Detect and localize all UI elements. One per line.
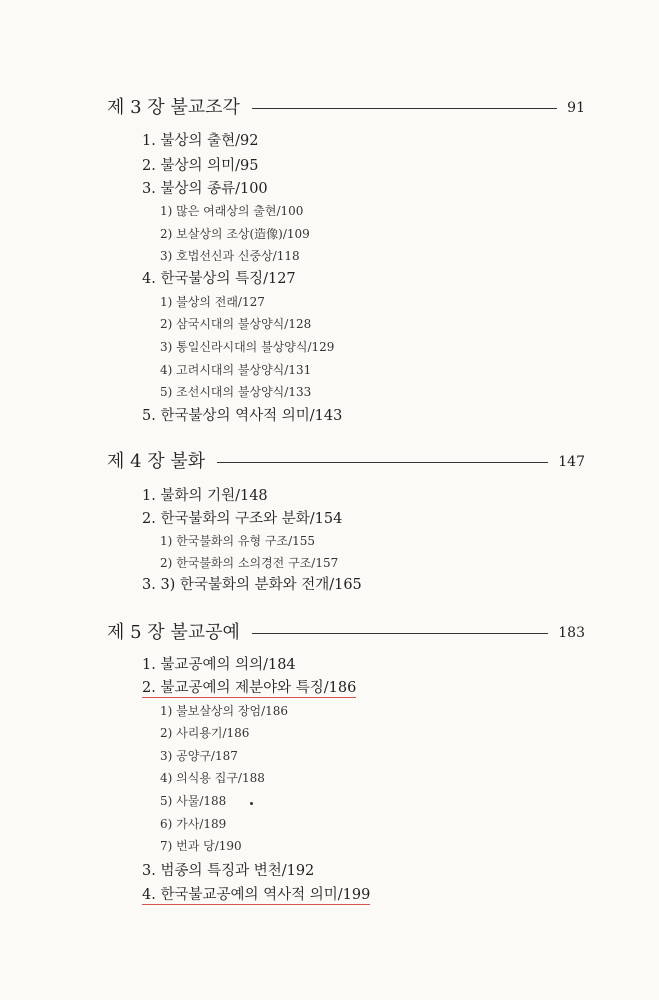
toc-subsection: 3) 공양구/187 (160, 749, 238, 763)
leader-rule (217, 462, 548, 463)
toc-subsection: 5) 조선시대의 불상양식/133 (160, 385, 312, 399)
toc-subsection: 4) 고려시대의 불상양식/131 (160, 363, 312, 377)
chapter-5-heading (107, 622, 585, 644)
toc-subsection: 2) 사리용기/186 (160, 726, 250, 740)
toc-subsection: 5) 사물/188 (160, 794, 227, 808)
toc-subsection: 1) 한국불화의 유형 구조/155 (160, 534, 316, 548)
toc-section: 4. 한국불상의 특징/127 (142, 271, 296, 287)
chapter-3-heading (107, 97, 585, 119)
underlined-text: 2. 불교공예의 제분야와 특징/186 (142, 680, 357, 696)
toc-section: 2. 불상의 의미/95 (142, 158, 259, 174)
chapter-4-heading (107, 451, 585, 473)
toc-subsection: 4) 의식용 집구/188 (160, 771, 265, 785)
toc-section: 3. 범종의 특징과 변천/192 (142, 863, 315, 879)
leader-rule (252, 633, 548, 634)
toc-subsection: 3) 통일신라시대의 불상양식/129 (160, 340, 335, 354)
leader-rule (252, 108, 557, 109)
toc-section: 3. 3) 한국불화의 분화와 전개/165 (142, 577, 362, 593)
underlined-text: 4. 한국불교공예의 역사적 의미/199 (142, 887, 371, 903)
chapter-page-number: 147 (558, 454, 585, 470)
toc-section: 1. 불교공예의 의의/184 (142, 657, 296, 673)
toc-section (142, 886, 370, 904)
toc-subsection: 1) 불보살상의 장엄/186 (160, 704, 289, 718)
toc-subsection: 1) 많은 여래상의 출현/100 (160, 204, 304, 218)
toc-section: 1. 불상의 출현/92 (142, 133, 259, 149)
chapter-title: 제 4 장 불화 (107, 451, 206, 472)
toc-section: 1. 불화의 기원/148 (142, 488, 268, 504)
chapter-page-number: 91 (567, 100, 585, 116)
chapter-title: 제 5 장 불교공예 (107, 622, 240, 643)
toc-subsection: 3) 호법선신과 신중상/118 (160, 249, 300, 263)
toc-subsection: 7) 번과 당/190 (160, 839, 242, 853)
toc-section (142, 679, 356, 697)
toc-subsection: 2) 보살상의 조상(造像)/109 (160, 227, 310, 241)
pen-mark (250, 802, 253, 805)
toc-section: 2. 한국불화의 구조와 분화/154 (142, 511, 343, 527)
chapter-page-number: 183 (558, 625, 585, 641)
toc-subsection: 2) 한국불화의 소의경전 구조/157 (160, 556, 339, 570)
toc-section: 3. 불상의 종류/100 (142, 181, 268, 197)
chapter-title: 제 3 장 불교조각 (107, 97, 240, 118)
toc-subsection: 2) 삼국시대의 불상양식/128 (160, 317, 312, 331)
toc-subsection: 1) 불상의 전래/127 (160, 295, 265, 309)
toc-subsection: 6) 가사/189 (160, 817, 227, 831)
toc-section: 5. 한국불상의 역사적 의미/143 (142, 408, 343, 424)
